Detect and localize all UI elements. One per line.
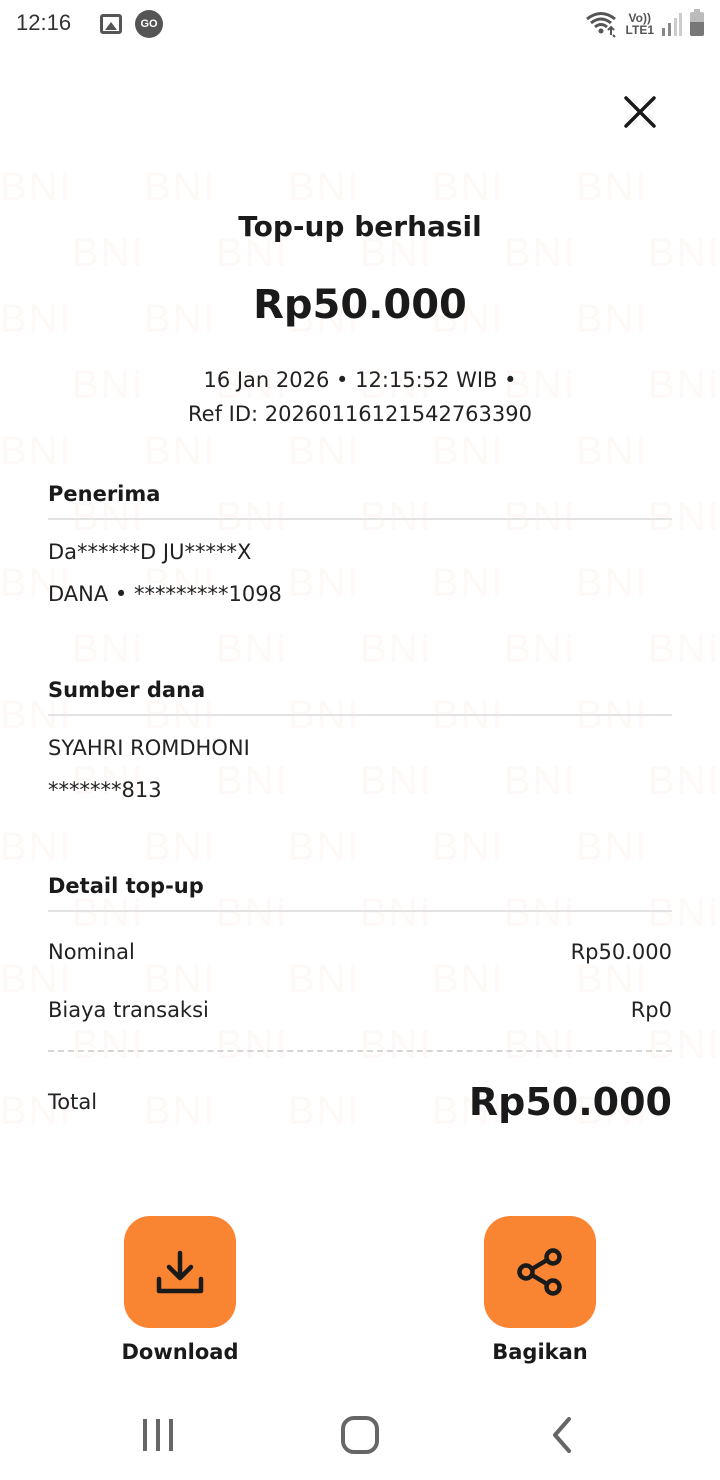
watermark-text bbox=[288, 165, 432, 210]
share-button[interactable] bbox=[450, 1216, 630, 1364]
page-title: Top-up berhasil bbox=[238, 210, 482, 243]
recent-apps-icon bbox=[140, 1417, 176, 1453]
system-nav-bar bbox=[0, 1400, 720, 1480]
watermark-text bbox=[504, 627, 648, 672]
fee-label: Biaya transaksi bbox=[48, 998, 209, 1022]
watermark-text bbox=[432, 561, 576, 606]
volte-label: Vo)) bbox=[628, 11, 651, 25]
wifi-icon bbox=[584, 10, 618, 38]
watermark-text bbox=[432, 429, 576, 474]
share-button-box[interactable] bbox=[484, 1216, 596, 1328]
watermark-row bbox=[0, 165, 720, 210]
watermark-text bbox=[216, 627, 360, 672]
watermark-text bbox=[0, 1023, 72, 1068]
lte-indicator bbox=[626, 12, 654, 36]
download-label: Download bbox=[121, 1340, 239, 1364]
download-button[interactable] bbox=[90, 1216, 270, 1364]
watermark-text bbox=[504, 1023, 648, 1068]
watermark-text bbox=[288, 825, 432, 870]
nominal-value: Rp50.000 bbox=[570, 940, 672, 964]
watermark-text bbox=[648, 759, 720, 804]
share-label: Bagikan bbox=[492, 1340, 588, 1364]
watermark-text bbox=[72, 1023, 216, 1068]
dashed-divider bbox=[48, 1050, 672, 1052]
watermark-text bbox=[648, 627, 720, 672]
watermark-text bbox=[0, 165, 144, 210]
watermark-text bbox=[648, 1023, 720, 1068]
download-button-box[interactable] bbox=[124, 1216, 236, 1328]
watermark-row bbox=[0, 1023, 720, 1068]
home-button[interactable] bbox=[330, 1410, 390, 1460]
watermark-text bbox=[144, 429, 288, 474]
total-label: Total bbox=[48, 1090, 98, 1114]
section-sumber-dana-heading: Sumber dana bbox=[48, 678, 672, 716]
watermark-text bbox=[288, 561, 432, 606]
watermark-text bbox=[216, 1023, 360, 1068]
signal-icon bbox=[662, 12, 682, 36]
watermark-text bbox=[576, 429, 720, 474]
watermark-text bbox=[504, 759, 648, 804]
status-indicators bbox=[584, 10, 704, 38]
reference-id: Ref ID: 20260116121542763390 bbox=[188, 402, 532, 426]
watermark-text bbox=[576, 561, 720, 606]
fee-value: Rp0 bbox=[630, 998, 672, 1022]
nominal-label: Nominal bbox=[48, 940, 135, 964]
watermark-text bbox=[144, 165, 288, 210]
watermark-text bbox=[432, 165, 576, 210]
watermark-row bbox=[0, 825, 720, 870]
go-notification-icon: GO bbox=[135, 10, 163, 38]
share-icon bbox=[513, 1245, 567, 1299]
watermark-text bbox=[0, 825, 144, 870]
source-account: *******813 bbox=[48, 778, 162, 802]
home-icon bbox=[340, 1415, 380, 1455]
battery-icon bbox=[690, 12, 704, 36]
back-icon bbox=[547, 1415, 577, 1455]
recent-apps-button[interactable] bbox=[128, 1410, 188, 1460]
watermark-text bbox=[576, 825, 720, 870]
status-time: 12:16 bbox=[16, 10, 72, 35]
close-button[interactable] bbox=[620, 92, 660, 132]
watermark-row bbox=[0, 627, 720, 672]
download-icon bbox=[153, 1245, 207, 1299]
recipient-name: Da******D JU*****X bbox=[48, 540, 252, 564]
watermark-text bbox=[0, 627, 72, 672]
total-value: Rp50.000 bbox=[468, 1080, 672, 1124]
status-bar bbox=[0, 0, 720, 50]
section-detail-heading: Detail top-up bbox=[48, 874, 672, 912]
watermark-text bbox=[576, 165, 720, 210]
watermark-text bbox=[360, 1023, 504, 1068]
watermark-text bbox=[288, 429, 432, 474]
watermark-text bbox=[360, 627, 504, 672]
watermark-text bbox=[72, 627, 216, 672]
nominal-row bbox=[48, 940, 672, 964]
section-penerima-heading: Penerima bbox=[48, 482, 672, 520]
watermark-row bbox=[0, 429, 720, 474]
topup-amount: Rp50.000 bbox=[253, 282, 467, 328]
lte-label: LTE1 bbox=[625, 23, 654, 37]
watermark-text bbox=[360, 759, 504, 804]
source-name: SYAHRI ROMDHONI bbox=[48, 736, 250, 760]
transaction-datetime: 16 Jan 2026 • 12:15:52 WIB • bbox=[203, 368, 517, 392]
fee-row bbox=[48, 998, 672, 1022]
watermark-text bbox=[144, 825, 288, 870]
watermark-text bbox=[432, 825, 576, 870]
total-row bbox=[48, 1080, 672, 1124]
recipient-account: DANA • *********1098 bbox=[48, 582, 282, 606]
watermark-text bbox=[216, 759, 360, 804]
back-button[interactable] bbox=[532, 1410, 592, 1460]
gallery-notification-icon bbox=[100, 14, 122, 34]
close-icon bbox=[620, 92, 660, 132]
watermark-text bbox=[0, 429, 144, 474]
